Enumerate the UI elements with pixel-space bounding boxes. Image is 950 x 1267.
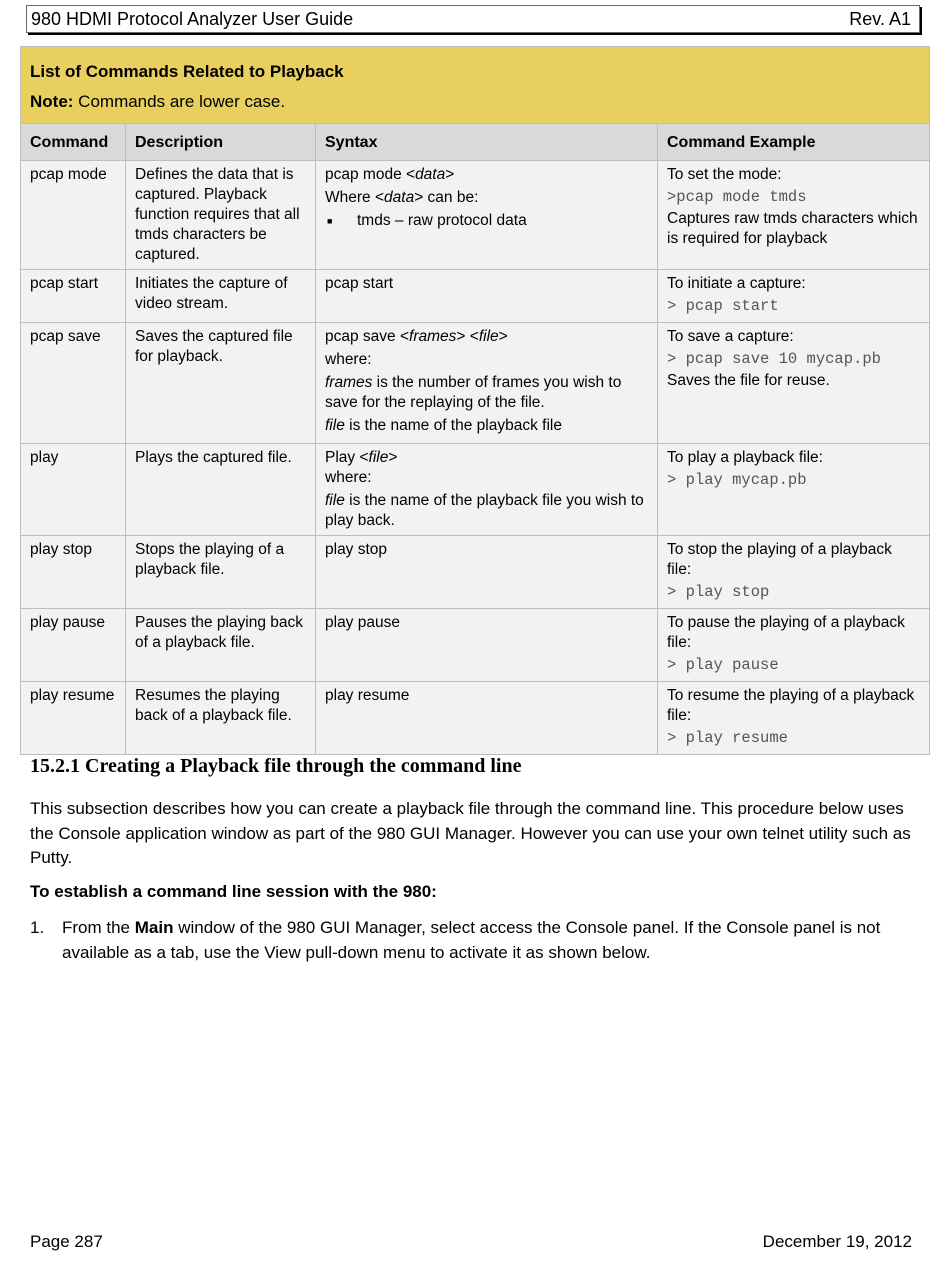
table-title: List of Commands Related to Playback	[30, 62, 344, 81]
example-code: > play stop	[667, 583, 770, 601]
step-item	[30, 916, 925, 965]
description-cell: Resumes the playing back of a playback file.	[126, 682, 316, 755]
table-header-row	[21, 124, 930, 161]
revision-label: Rev. A1	[849, 9, 911, 29]
note-label: Note:	[30, 92, 74, 111]
command-cell: pcap mode	[21, 161, 126, 270]
page-number: Page 287	[30, 1232, 103, 1251]
command-cell: play stop	[21, 536, 126, 609]
page-header	[26, 5, 920, 33]
table-row	[21, 161, 930, 270]
column-header: Command Example	[658, 124, 930, 161]
example-code: > play resume	[667, 729, 788, 747]
table-row	[21, 609, 930, 682]
example-cell: To set the mode: >pcap mode tmds Captures raw tmds characters which is required for playback	[658, 161, 930, 270]
table-title-row	[21, 47, 930, 124]
description-cell: Saves the captured file for playback.	[126, 323, 316, 444]
example-cell: To initiate a capture: > pcap start	[658, 270, 930, 323]
table-row	[21, 323, 930, 444]
command-cell: pcap save	[21, 323, 126, 444]
table-note	[30, 87, 920, 117]
example-cell: To play a playback file: > play mycap.pb	[658, 444, 930, 536]
column-header: Syntax	[316, 124, 658, 161]
section-heading: 15.2.1 Creating a Playback file through the command line	[30, 755, 522, 777]
table-row	[21, 682, 930, 755]
description-cell: Defines the data that is captured. Playback function requires that all tmds characters be captured.	[126, 161, 316, 270]
example-code: > play mycap.pb	[667, 471, 807, 489]
example-code: > play pause	[667, 656, 779, 674]
description-cell: Pauses the playing back of a playback file.	[126, 609, 316, 682]
table-row	[21, 444, 930, 536]
procedure-heading: To establish a command line session with the 980:	[30, 882, 437, 901]
example-code: > pcap save 10 mycap.pb	[667, 350, 881, 368]
section-body: This subsection describes how you can create a playback file through the command line. This procedure below uses the Console application window as part of the 980 GUI Manager. However you can use your own telnet utility such as Putty.	[30, 799, 911, 867]
description-cell: Stops the playing of a playback file.	[126, 536, 316, 609]
bullet-item: ■ tmds – raw protocol data	[325, 211, 648, 231]
column-header: Command	[21, 124, 126, 161]
syntax-cell: play stop	[316, 536, 658, 609]
description-cell: Plays the captured file.	[126, 444, 316, 536]
table-row	[21, 270, 930, 323]
command-cell: play	[21, 444, 126, 536]
syntax-cell: pcap mode <data> Where <data> can be: ■ tmds – raw protocol data	[316, 161, 658, 270]
example-code: >pcap mode tmds	[667, 188, 807, 206]
command-cell: play pause	[21, 609, 126, 682]
step-text: From the Main window of the 980 GUI Manager, select access the Console panel. If the Console panel is not available as a tab, use the View pull-down menu to activate it as shown below.	[62, 918, 881, 962]
description-cell: Initiates the capture of video stream.	[126, 270, 316, 323]
playback-commands-table	[20, 46, 930, 755]
example-cell: To save a capture: > pcap save 10 mycap.pb Saves the file for reuse.	[658, 323, 930, 444]
syntax-cell: play pause	[316, 609, 658, 682]
syntax-cell: pcap save <frames> <file> where: frames is the number of frames you wish to save for the replaying of the file. file is the name of the playback file	[316, 323, 658, 444]
document-title: 980 HDMI Protocol Analyzer User Guide	[31, 9, 354, 29]
syntax-cell: pcap start	[316, 270, 658, 323]
example-cell: To resume the playing of a playback file: > play resume	[658, 682, 930, 755]
note-text: Commands are lower case.	[73, 92, 286, 111]
command-cell: pcap start	[21, 270, 126, 323]
page-date: December 19, 2012	[762, 1232, 912, 1251]
column-header: Description	[126, 124, 316, 161]
syntax-cell: play resume	[316, 682, 658, 755]
table-row	[21, 536, 930, 609]
command-cell: play resume	[21, 682, 126, 755]
example-code: > pcap start	[667, 297, 779, 315]
syntax-cell: Play <file> where: file is the name of the playback file you wish to play back.	[316, 444, 658, 536]
example-cell: To stop the playing of a playback file: > play stop	[658, 536, 930, 609]
step-number: 1.	[30, 918, 45, 937]
example-cell: To pause the playing of a playback file: > play pause	[658, 609, 930, 682]
